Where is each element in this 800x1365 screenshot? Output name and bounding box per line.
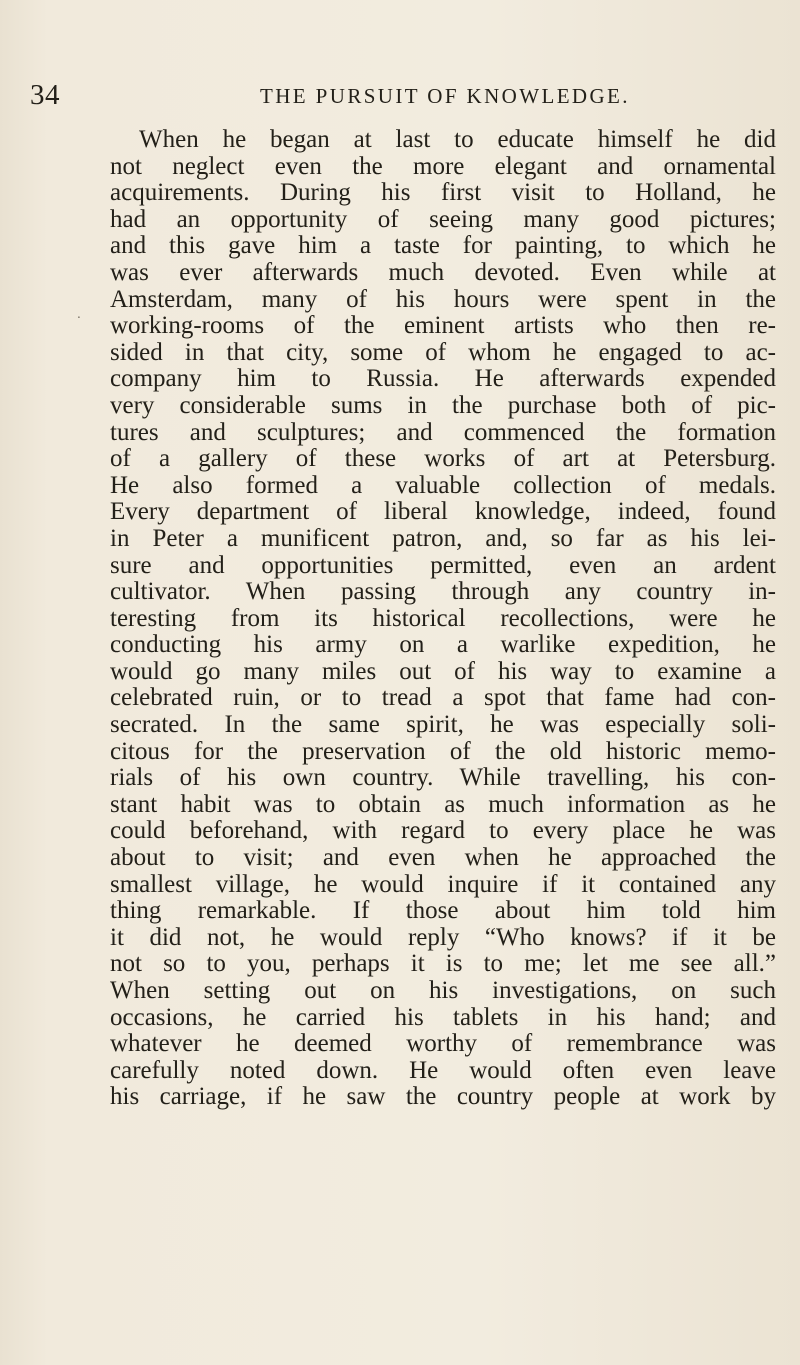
text-line-1: When he began at last to educate himself he did: [139, 126, 776, 153]
text-line-36: carefully noted down. He would often even leave: [110, 1056, 776, 1084]
text-line-14: He also formed a valuable collection of medals.: [110, 471, 776, 499]
text-line-37: his carriage, if he saw the country people at work by: [110, 1083, 776, 1111]
text-line-2: not neglect even the more elegant and ornamental: [110, 152, 776, 180]
text-line-7: Amsterdam, many of his hours were spent in the: [110, 285, 776, 313]
text-line-21: would go many miles out of his way to examine a: [110, 657, 776, 685]
text-line-26: stant habit was to obtain as much information as he: [110, 790, 776, 818]
text-line-13: of a gallery of these works of art at Petersburg.: [110, 445, 776, 473]
text-line-17: sure and opportunities permitted, even an ardent: [110, 551, 776, 579]
text-line-8: working-rooms of the eminent artists who then re-: [110, 312, 776, 340]
text-line-15: Every department of liberal knowledge, indeed, found: [110, 498, 776, 526]
text-line-12: tures and sculptures; and commenced the formation: [110, 418, 776, 446]
text-line-23: secrated. In the same spirit, he was especially soli-: [110, 711, 776, 739]
text-line-30: thing remarkable. If those about him told him: [110, 897, 776, 925]
text-line-32: not so to you, perhaps it is to me; let me see all.”: [110, 950, 776, 978]
text-line-33: When setting out on his investigations, on such: [110, 977, 776, 1004]
body-text: [110, 127, 776, 1111]
running-title: THE PURSUIT OF KNOWLEDGE.: [260, 84, 630, 108]
text-line-11: very considerable sums in the purchase both of pic-: [110, 391, 776, 419]
text-line-3: acquirements. During his first visit to Holland, he: [110, 179, 776, 207]
text-line-34: occasions, he carried his tablets in his hand; and: [110, 1003, 776, 1031]
text-line-31: it did not, he would reply “Who knows? if it be: [110, 923, 776, 951]
text-line-4: had an opportunity of seeing many good pictures;: [110, 205, 776, 233]
running-head: [30, 80, 758, 110]
text-line-28: about to visit; and even when he approached the: [110, 844, 776, 872]
text-line-27: could beforehand, with regard to every place he was: [110, 817, 776, 845]
text-line-10: company him to Russia. He afterwards expended: [110, 365, 776, 393]
text-line-20: conducting his army on a warlike expedition, he: [110, 631, 776, 659]
margin-mark: .: [77, 307, 81, 321]
text-line-29: smallest village, he would inquire if it contained any: [110, 870, 776, 898]
text-line-9: sided in that city, some of whom he engaged to ac-: [110, 338, 776, 366]
text-line-6: was ever afterwards much devoted. Even while at: [110, 258, 776, 286]
page-number: 34: [30, 79, 60, 111]
text-line-25: rials of his own country. While travelling, his con-: [110, 764, 776, 792]
text-line-19: teresting from its historical recollections, were he: [110, 604, 776, 632]
text-line-35: whatever he deemed worthy of remembrance was: [110, 1030, 776, 1058]
text-line-24: citous for the preservation of the old historic memo-: [110, 737, 776, 765]
text-line-16: in Peter a munificent patron, and, so far as his lei-: [110, 524, 776, 552]
text-line-18: cultivator. When passing through any country in-: [110, 578, 776, 606]
text-line-22: celebrated ruin, or to tread a spot that fame had con-: [110, 684, 776, 712]
text-line-5: and this gave him a taste for painting, to which he: [110, 232, 776, 260]
